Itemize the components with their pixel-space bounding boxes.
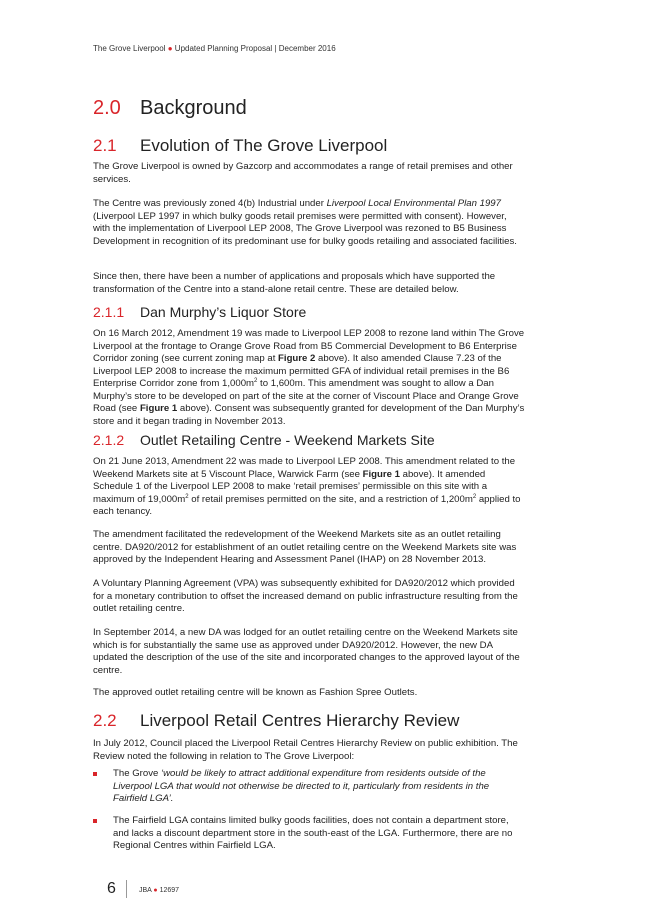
section-number: 2.1.1 xyxy=(93,304,125,320)
section-title: Outlet Retailing Centre - Weekend Markets Site xyxy=(140,432,435,448)
running-header xyxy=(93,44,336,53)
paragraph: The amendment facilitated the redevelopment of the Weekend Markets site as an outlet retailing centre. DA920/2012 for establishment of an outlet retailing centre on the Weekend Markets site was approved by the Independent Hearing and Assessment Panel (IHAP) on 28 November 2013. xyxy=(93,529,517,565)
text-run: above). It amended Schedule 1 of the Liverpool LEP 2008 to make ‘retail premises’ permissible on this site with a maximum of 19,000m xyxy=(93,468,488,505)
text-run: of retail premises permitted on the site, and a restriction of 1,200m xyxy=(188,493,473,505)
text-run: The Grove xyxy=(113,768,161,779)
superscript: 2 xyxy=(254,377,258,384)
section-heading-2-0 xyxy=(93,97,247,120)
bullet-square-icon xyxy=(93,772,97,776)
org-name: JBA xyxy=(139,887,152,894)
text-run: applied to each tenancy. xyxy=(93,493,521,517)
bullet-dot-icon: ● xyxy=(153,887,158,894)
section-heading-2-1-1 xyxy=(93,304,306,320)
text-run: above). It also amended Clause 7.23 of the Liverpool LEP 2008 to increase the maximum permitted GFA of individual retail premises in the B6 Enterprise Corridor zone from 1,000m xyxy=(93,353,510,389)
text-run: On 16 March 2012, Amendment 19 was made to Liverpool LEP 2008 to rezone land within The Grove Liverpool at the frontage to Orange Grove Road from B5 Commercial Development to B6 Enterprise Corridor zoning (see current zoning map at xyxy=(93,328,525,364)
section-title: Background xyxy=(140,97,247,119)
text-run: (Liverpool LEP 1997 in which bulky goods retail premises were permitted with consent). However, with the implementation of Liverpool LEP 2008, The Grove Liverpool was rezoned to B5 Business Development in recognition of its predominant use for bulky goods retailing and associated facilities. xyxy=(93,210,517,247)
section-heading-2-2 xyxy=(93,711,459,731)
figure-reference: Figure 2 xyxy=(278,353,316,364)
paragraph: The approved outlet retailing centre will be known as Fashion Spree Outlets. xyxy=(93,687,418,698)
text-run: The Centre was previously zoned 4(b) Industrial under xyxy=(93,198,327,209)
italic-text: Liverpool Local Environmental Plan 1997 xyxy=(326,198,501,209)
header-title: The Grove Liverpool xyxy=(93,44,166,53)
list-item-text xyxy=(113,768,525,806)
job-reference: 12697 xyxy=(159,887,180,894)
paragraph xyxy=(93,198,525,248)
list-item-text: The Fairfield LGA contains limited bulky goods facilities, does not contain a department store, and lacks a discount department store in the south-east of the LGA. Furthermore, there are no Regional Centres within Fairfield LGA. xyxy=(113,815,513,851)
figure-reference: Figure 1 xyxy=(139,403,178,414)
bullet-square-icon xyxy=(93,819,97,823)
section-title: Dan Murphy’s Liquor Store xyxy=(140,304,307,320)
section-title: Evolution of The Grove Liverpool xyxy=(140,136,388,155)
superscript: 2 xyxy=(185,493,189,500)
text-run: above). Consent was subsequently granted for development of the Dan Murphy’s store and it began trading in November 2013. xyxy=(93,403,525,427)
section-number: 2.1 xyxy=(93,136,117,155)
section-number: 2.2 xyxy=(93,711,117,730)
superscript: 2 xyxy=(472,493,477,500)
paragraph xyxy=(93,456,525,519)
section-number: 2.1.2 xyxy=(93,432,125,448)
section-number: 2.0 xyxy=(93,97,121,119)
text-run: On 21 June 2013, Amendment 22 was made to Liverpool LEP 2008. This amendment related to the Weekend Markets site at 5 Viscount Place, Warwick Farm (see xyxy=(93,456,516,480)
page-number: 6 xyxy=(107,880,116,897)
italic-quote: ‘would be likely to attract additional expenditure from residents outside of the Liverpool LGA that would not otherwise be directed to it, particularly from residents in the Fairfield LGA’. xyxy=(113,768,490,804)
footer-reference xyxy=(139,887,179,894)
section-heading-2-1 xyxy=(93,136,387,156)
bullet-dot-icon: ● xyxy=(167,44,173,53)
list-item xyxy=(93,815,525,853)
footer-divider xyxy=(126,880,127,898)
section-heading-2-1-2 xyxy=(93,432,435,448)
text-run: to 1,600m. This amendment was sought to allow a Dan Murphy’s store to be developed on part of the site at the corner of Viscount Place and Orange Grove Road (see xyxy=(93,378,519,414)
paragraph: The Grove Liverpool is owned by Gazcorp and accommodates a range of retail premises and other services. xyxy=(93,161,513,185)
paragraph: Since then, there have been a number of applications and proposals which have supported the transformation of the Centre into a stand-alone retail centre. These are detailed below. xyxy=(93,271,496,295)
figure-reference: Figure 1 xyxy=(362,468,400,480)
paragraph: In September 2014, a new DA was lodged for an outlet retailing centre on the Weekend Markets site which is for substantially the same use as approved under DA920/2012. However, the new DA updated the description of the use of the site and incorporated changes to the approved layout of the centre. xyxy=(93,627,520,676)
header-subtitle: Updated Planning Proposal | December 2016 xyxy=(174,44,336,53)
paragraph: In July 2012, Council placed the Liverpool Retail Centres Hierarchy Review on public exhibition. The Review noted the following in relation to The Grove Liverpool: xyxy=(93,738,518,762)
section-title: Liverpool Retail Centres Hierarchy Review xyxy=(140,711,460,730)
paragraph: A Voluntary Planning Agreement (VPA) was subsequently exhibited for DA920/2012 which provided for a monetary contribution to offset the increased demand on public infrastructure resulting from the outlet retailing centre. xyxy=(93,578,518,614)
list-item xyxy=(93,768,525,806)
paragraph xyxy=(93,328,525,428)
